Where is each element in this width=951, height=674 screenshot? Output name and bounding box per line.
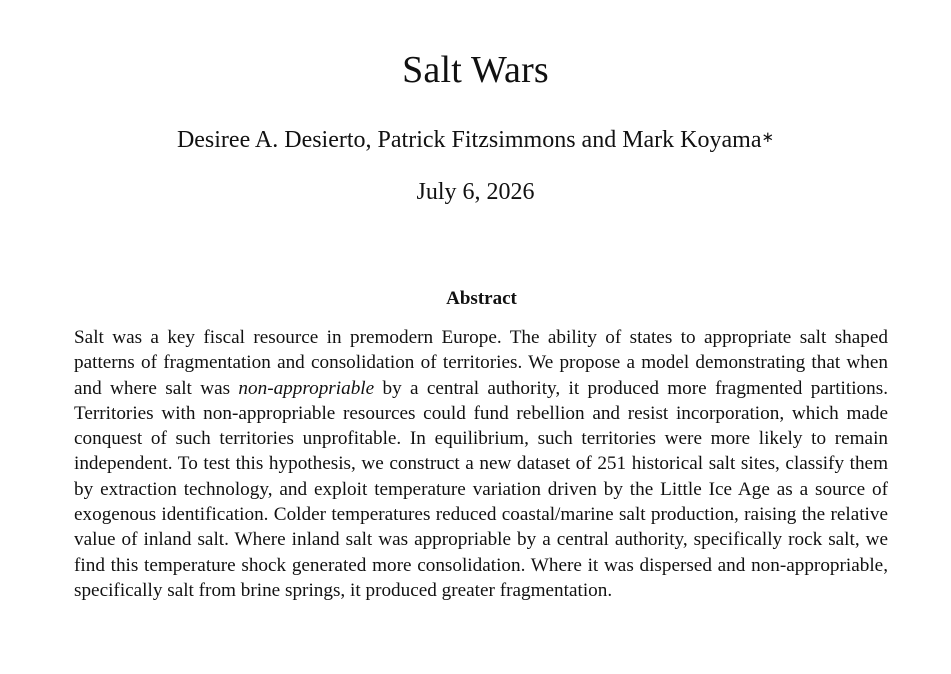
abstract-heading: Abstract: [446, 288, 517, 309]
author-list: [0, 125, 951, 155]
paper-date: July 6, 2026: [416, 179, 535, 205]
abstract-text: [74, 325, 888, 603]
authors-text: Desiree A. Desierto, Patrick Fitzsimmons and Mark Koyama: [176, 127, 762, 153]
abstract-text-part2: by a central authority, it produced more fragmented partitions. Territories with non-appropriable resources could fund rebellion and resist incorporation, which made conquest of such territories unprofitable. In equilibrium, such territories were more likely to remain independent. To test this hypothesis, we construct a new dataset of 251 historical salt sites, classify them by extraction technology, and exploit temperature variation driven by the Little Ice Age as a source of exogenous identification. Colder temperatures reduced coastal/marine salt production, raising the relative value of inland salt. Where inland salt was appropriable by a central authority, specifically rock salt, we find this temperature shock generated more consolidation. Where it was dispersed and non-appropriable, specifically salt from brine springs, it produced greater fragmentation.: [74, 377, 888, 601]
author-footnote-marker: ∗: [761, 130, 775, 146]
paper-title: Salt Wars: [402, 49, 549, 91]
abstract-emphasis: non-appropriable: [238, 377, 375, 399]
abstract-text-part1: Salt was a key fiscal resource in premodern Europe. The ability of states to appropriate salt shaped patterns of fragmentation and consolidation of territories. We propose a model demonstrating that when and where salt was: [74, 327, 888, 399]
